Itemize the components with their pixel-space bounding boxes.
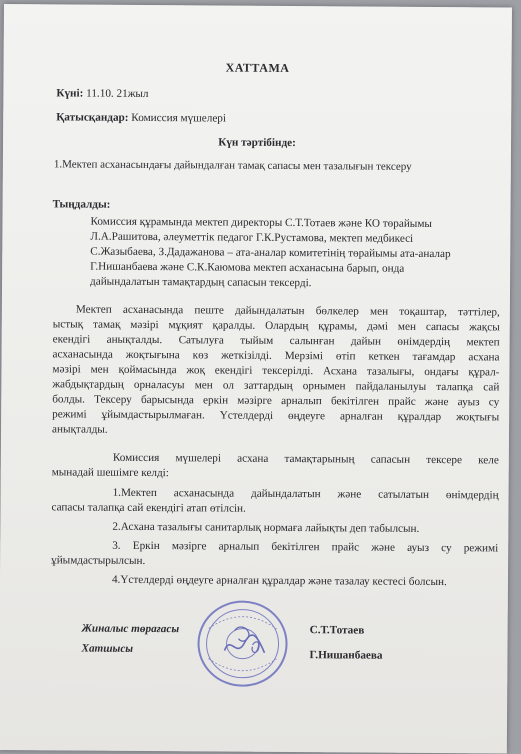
document-title: ХАТТАМА [225, 60, 290, 75]
decision-item: 3. Еркін мәзірге арналып бекітілген прайс және ауыз су режимі [112, 539, 499, 555]
body-line: мәзірі мен қоймасында жоқ екендігі тексерілді. Асхана тазалығы, ондағы құрал- [52, 363, 500, 379]
body-line: асханасында жоқтығына көз жеткізілді. Мерзімі өтіп кеткен тағамдар асхана [52, 348, 500, 364]
body-line: ыстық тамақ мәзірі мұқият қаралды. Олардың құрамы, дәмі мен сапасы жақсы [52, 318, 500, 334]
agenda-heading: Күн тәртібінде: [218, 136, 296, 150]
body-line: режимі ұйымдастырылмаған. Үстелдерді өңдеуге арналған құралдар жоқтығы [52, 408, 500, 424]
heard-line: дайындалатын тамақтардың сапасын тексерді. [90, 275, 312, 290]
decision-item: сапасы талапқа сай екендігі атап өтілсін. [51, 501, 246, 515]
heard-line: Г.Нишанбаева және С.К.Каюмова мектеп асханасына барып, онда [90, 260, 405, 275]
date-label: Күні: [56, 87, 84, 100]
date-value: 11.10. 21жыл [86, 87, 149, 101]
heard-line: Комиссия құрамында мектеп директоры С.Т.Тотаев және КО төрайымы [90, 215, 432, 230]
participants-label: Қатысқандар: [56, 111, 129, 124]
agenda-item: 1.Мектеп асханасындағы дайындалған тамақ сапасы мен тазалығын тексеру [53, 158, 412, 173]
secretary-label: Хатшысы [81, 642, 134, 655]
decision-intro-line: Комиссия мүшелері асхана тамақтарының сапасын тексере келе [112, 451, 499, 467]
decision-item: 4.Үстелдерді өңдеуге арналған құралдар және тазалау кестесі болсын. [111, 573, 447, 589]
date-line [56, 86, 148, 101]
participants-line [56, 110, 226, 125]
heard-label: Тыңдалды: [52, 198, 111, 211]
secretary-name: Г.Нишанбаева [309, 649, 383, 662]
chair-name: С.Т.Тотаев [309, 624, 365, 637]
body-line: жабдықтардың орналасуы мен ол заттардың орнымен пайдаланылуы талапқа сай [52, 378, 500, 394]
decision-intro-line: мынадай шешімге келді: [51, 466, 169, 480]
heard-line: Л.А.Рашитова, әлеуметтік педагог Г.К.Рустамова, мектеп медбикесі [90, 230, 414, 245]
official-stamp-seal [194, 598, 291, 689]
decision-item: 1.Мектеп асханасында дайындалатын және сатылатын өнімдердің [112, 486, 499, 502]
participants-value: Комиссия мүшелері [131, 111, 227, 125]
decision-item: ұйымдастырылсын. [51, 554, 146, 567]
decision-item: 2.Асхана тазалығы санитарлық нормаға лайықты деп табылсын. [112, 520, 420, 535]
document-page [0, 4, 512, 754]
chair-label: Жиналыс төрағасы [81, 622, 180, 636]
body-line: болды. Тексеру барысында еркін мәзірге арналып бекітілген прайс және ауыз су [52, 393, 500, 409]
body-line: Мектеп асханасында пеште дайындалатын бөлкелер мен тоқаштар, тәттілер, [75, 303, 500, 319]
heard-line: С.Жазыбаева, З.Дадажанова – ата-аналар комитетінің төрайымы ата-аналар [90, 245, 451, 261]
body-line: екендігі анықталды. Сатылуға тыйым салынған дайын өнімдердің мектеп [52, 333, 500, 349]
body-line: анықталды. [51, 423, 108, 436]
